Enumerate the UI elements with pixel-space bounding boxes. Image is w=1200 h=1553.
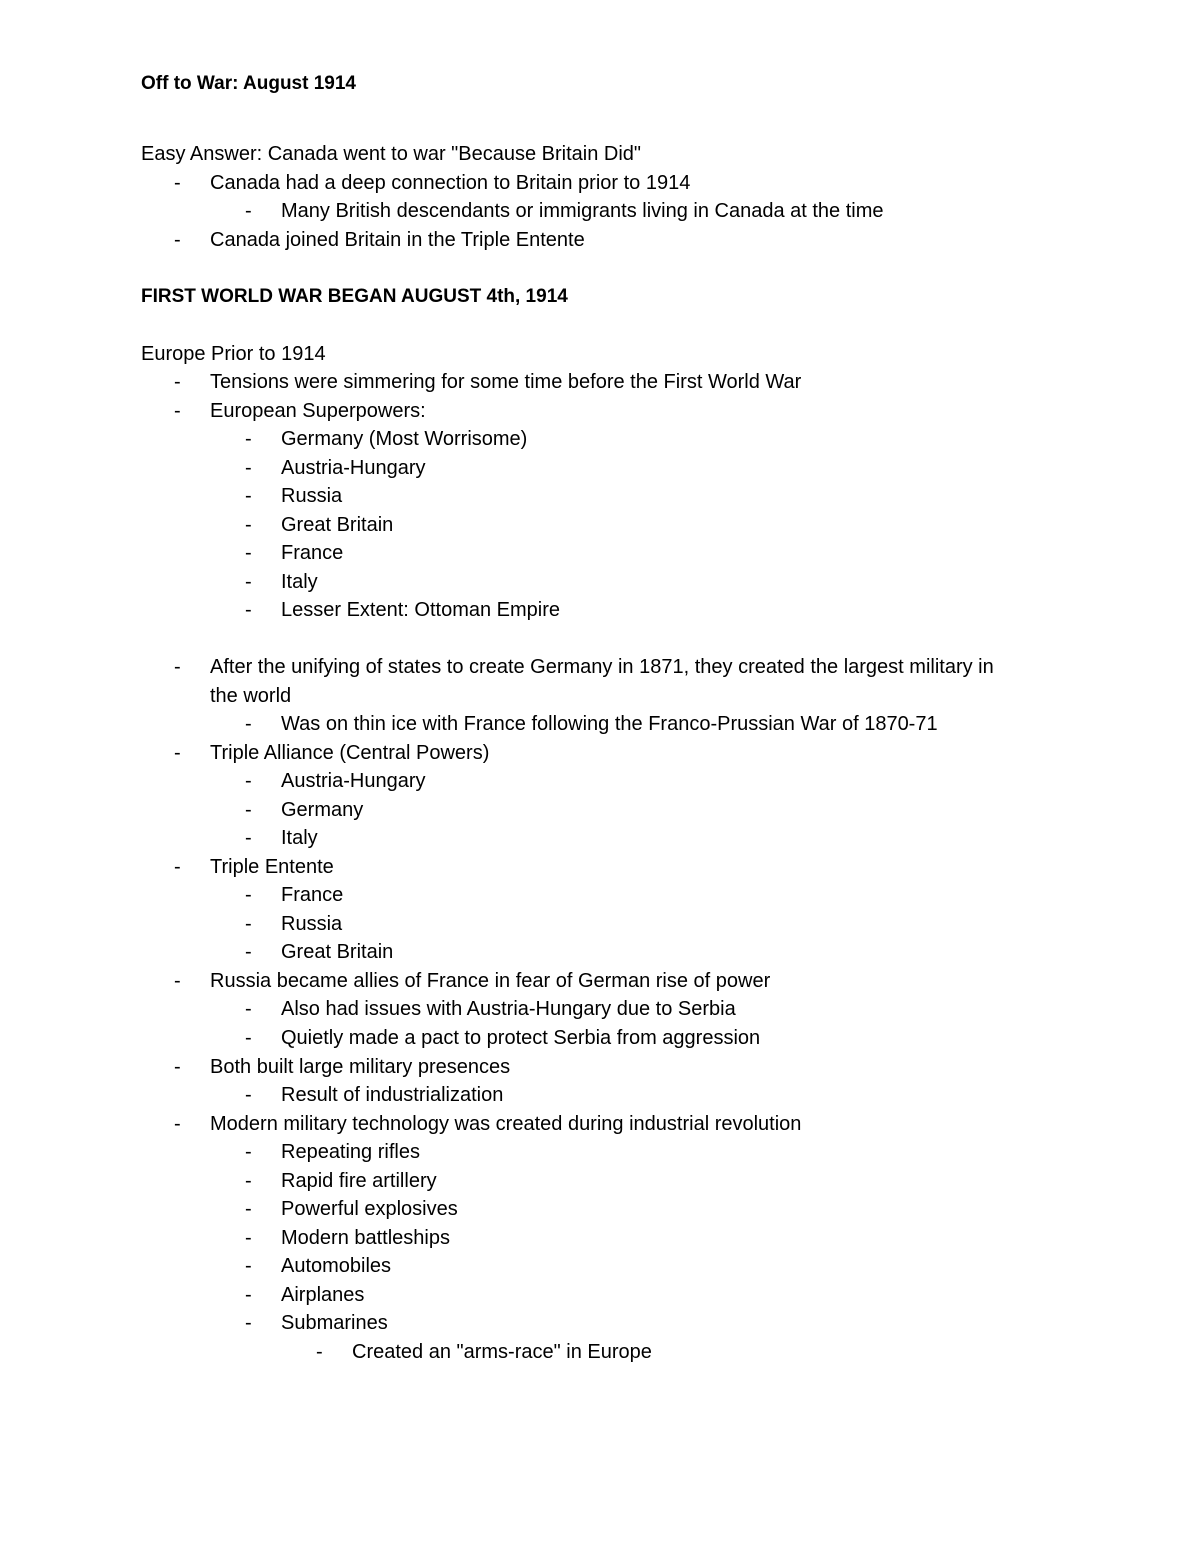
document-title: Off to War: August 1914 (141, 73, 356, 94)
bullet-dash: - (245, 1084, 252, 1106)
list-item-text: France (281, 542, 344, 564)
list-item-text: Germany (281, 799, 364, 821)
list-item-text: Austria-Hungary (281, 770, 426, 792)
list-item (245, 511, 393, 540)
bullet-dash: - (245, 998, 252, 1020)
bullet-dash: - (245, 571, 252, 593)
list-item-text: Germany (Most Worrisome) (281, 428, 528, 450)
list-item-text: Italy (281, 571, 318, 593)
list-item (245, 197, 884, 226)
list-item (245, 1024, 760, 1053)
list-item (174, 653, 994, 682)
list-item-text: Both built large military presences (210, 1056, 511, 1078)
bullet-dash: - (245, 1255, 252, 1277)
list-item (174, 967, 770, 996)
list-item (174, 1110, 801, 1139)
list-item (245, 938, 393, 967)
list-item (174, 1053, 510, 1082)
list-item (174, 226, 585, 255)
list-item (245, 995, 736, 1024)
list-item (245, 482, 342, 511)
bullet-dash: - (245, 599, 252, 621)
list-item-continuation: the world (210, 685, 292, 707)
list-item-text: Modern military technology was created during industrial revolution (210, 1113, 802, 1135)
list-item-text: Triple Alliance (Central Powers) (210, 742, 490, 764)
section-heading: FIRST WORLD WAR BEGAN AUGUST 4th, 1914 (141, 286, 568, 307)
list-item-text: France (281, 884, 344, 906)
bullet-dash: - (245, 1312, 252, 1334)
bullet-dash: - (245, 941, 252, 963)
bullet-dash: - (245, 1141, 252, 1163)
list-item-text: Triple Entente (210, 856, 334, 878)
bullet-dash: - (174, 856, 181, 878)
bullet-dash: - (245, 913, 252, 935)
easy-answer-line: Easy Answer: Canada went to war "Because Britain Did" (141, 143, 641, 165)
list-item-text: Russia became allies of France in fear of German rise of power (210, 970, 771, 992)
bullet-dash: - (245, 1284, 252, 1306)
list-item (245, 1309, 388, 1338)
bullet-dash: - (316, 1341, 323, 1363)
bullet-dash: - (245, 1227, 252, 1249)
bullet-dash: - (245, 827, 252, 849)
list-item-text: Was on thin ice with France following the Franco-Prussian War of 1870-71 (281, 713, 938, 735)
bullet-dash: - (174, 1113, 181, 1135)
list-item (245, 596, 560, 625)
list-item-text: Tensions were simmering for some time before the First World War (210, 371, 802, 393)
bullet-dash: - (245, 457, 252, 479)
list-item-text: Submarines (281, 1312, 388, 1334)
list-item-text: Result of industrialization (281, 1084, 504, 1106)
list-item (245, 1252, 391, 1281)
list-item (245, 881, 343, 910)
list-item (245, 824, 318, 853)
list-item (174, 853, 334, 882)
bullet-dash: - (245, 514, 252, 536)
bullet-dash: - (245, 770, 252, 792)
list-item (245, 767, 426, 796)
list-item-text: Repeating rifles (281, 1141, 420, 1163)
list-item (245, 710, 938, 739)
bullet-dash: - (174, 742, 181, 764)
list-item (245, 1138, 420, 1167)
list-item-text: Also had issues with Austria-Hungary due to Serbia (281, 998, 736, 1020)
bullet-dash: - (245, 1170, 252, 1192)
bullet-dash: - (245, 1198, 252, 1220)
list-item-text: After the unifying of states to create Germany in 1871, they created the largest military in (210, 656, 994, 678)
bullet-dash: - (245, 799, 252, 821)
list-item (316, 1338, 652, 1367)
list-item (245, 539, 343, 568)
list-item-text: Great Britain (281, 941, 394, 963)
list-item-text: Powerful explosives (281, 1198, 458, 1220)
list-item (245, 1195, 458, 1224)
list-item (174, 739, 489, 768)
list-item-text: Airplanes (281, 1284, 365, 1306)
bullet-dash: - (245, 200, 252, 222)
list-item (245, 454, 426, 483)
bullet-dash: - (245, 1027, 252, 1049)
list-item-text: Russia (281, 913, 343, 935)
bullet-dash: - (174, 371, 181, 393)
bullet-dash: - (174, 1056, 181, 1078)
bullet-dash: - (245, 884, 252, 906)
bullet-dash: - (245, 485, 252, 507)
section-intro: Europe Prior to 1914 (141, 343, 326, 365)
bullet-dash: - (174, 656, 181, 678)
list-item (174, 169, 690, 198)
list-item-text: European Superpowers: (210, 400, 426, 422)
bullet-dash: - (174, 229, 181, 251)
bullet-dash: - (174, 172, 181, 194)
bullet-dash: - (245, 428, 252, 450)
list-item-text: Russia (281, 485, 343, 507)
list-item-text: Many British descendants or immigrants living in Canada at the time (281, 200, 884, 222)
list-item (174, 368, 801, 397)
list-item-text: Created an "arms-race" in Europe (352, 1341, 652, 1363)
bullet-dash: - (174, 970, 181, 992)
list-item-text: Lesser Extent: Ottoman Empire (281, 599, 561, 621)
list-item (245, 1167, 437, 1196)
list-item-text: Austria-Hungary (281, 457, 426, 479)
list-item (245, 1224, 450, 1253)
list-item-text: Rapid fire artillery (281, 1170, 437, 1192)
list-item-text: Automobiles (281, 1255, 392, 1277)
list-item (245, 568, 318, 597)
list-item (245, 910, 342, 939)
bullet-dash: - (245, 542, 252, 564)
list-item (174, 397, 426, 426)
list-item (245, 1281, 364, 1310)
list-item (245, 796, 363, 825)
list-item (245, 1081, 503, 1110)
bullet-dash: - (174, 400, 181, 422)
list-item-text: Quietly made a pact to protect Serbia from aggression (281, 1027, 761, 1049)
list-item-text: Canada had a deep connection to Britain prior to 1914 (210, 172, 691, 194)
bullet-dash: - (245, 713, 252, 735)
list-item-text: Italy (281, 827, 318, 849)
list-item-text: Great Britain (281, 514, 394, 536)
list-item-text: Canada joined Britain in the Triple Entente (210, 229, 585, 251)
list-item-text: Modern battleships (281, 1227, 450, 1249)
list-item (245, 425, 527, 454)
